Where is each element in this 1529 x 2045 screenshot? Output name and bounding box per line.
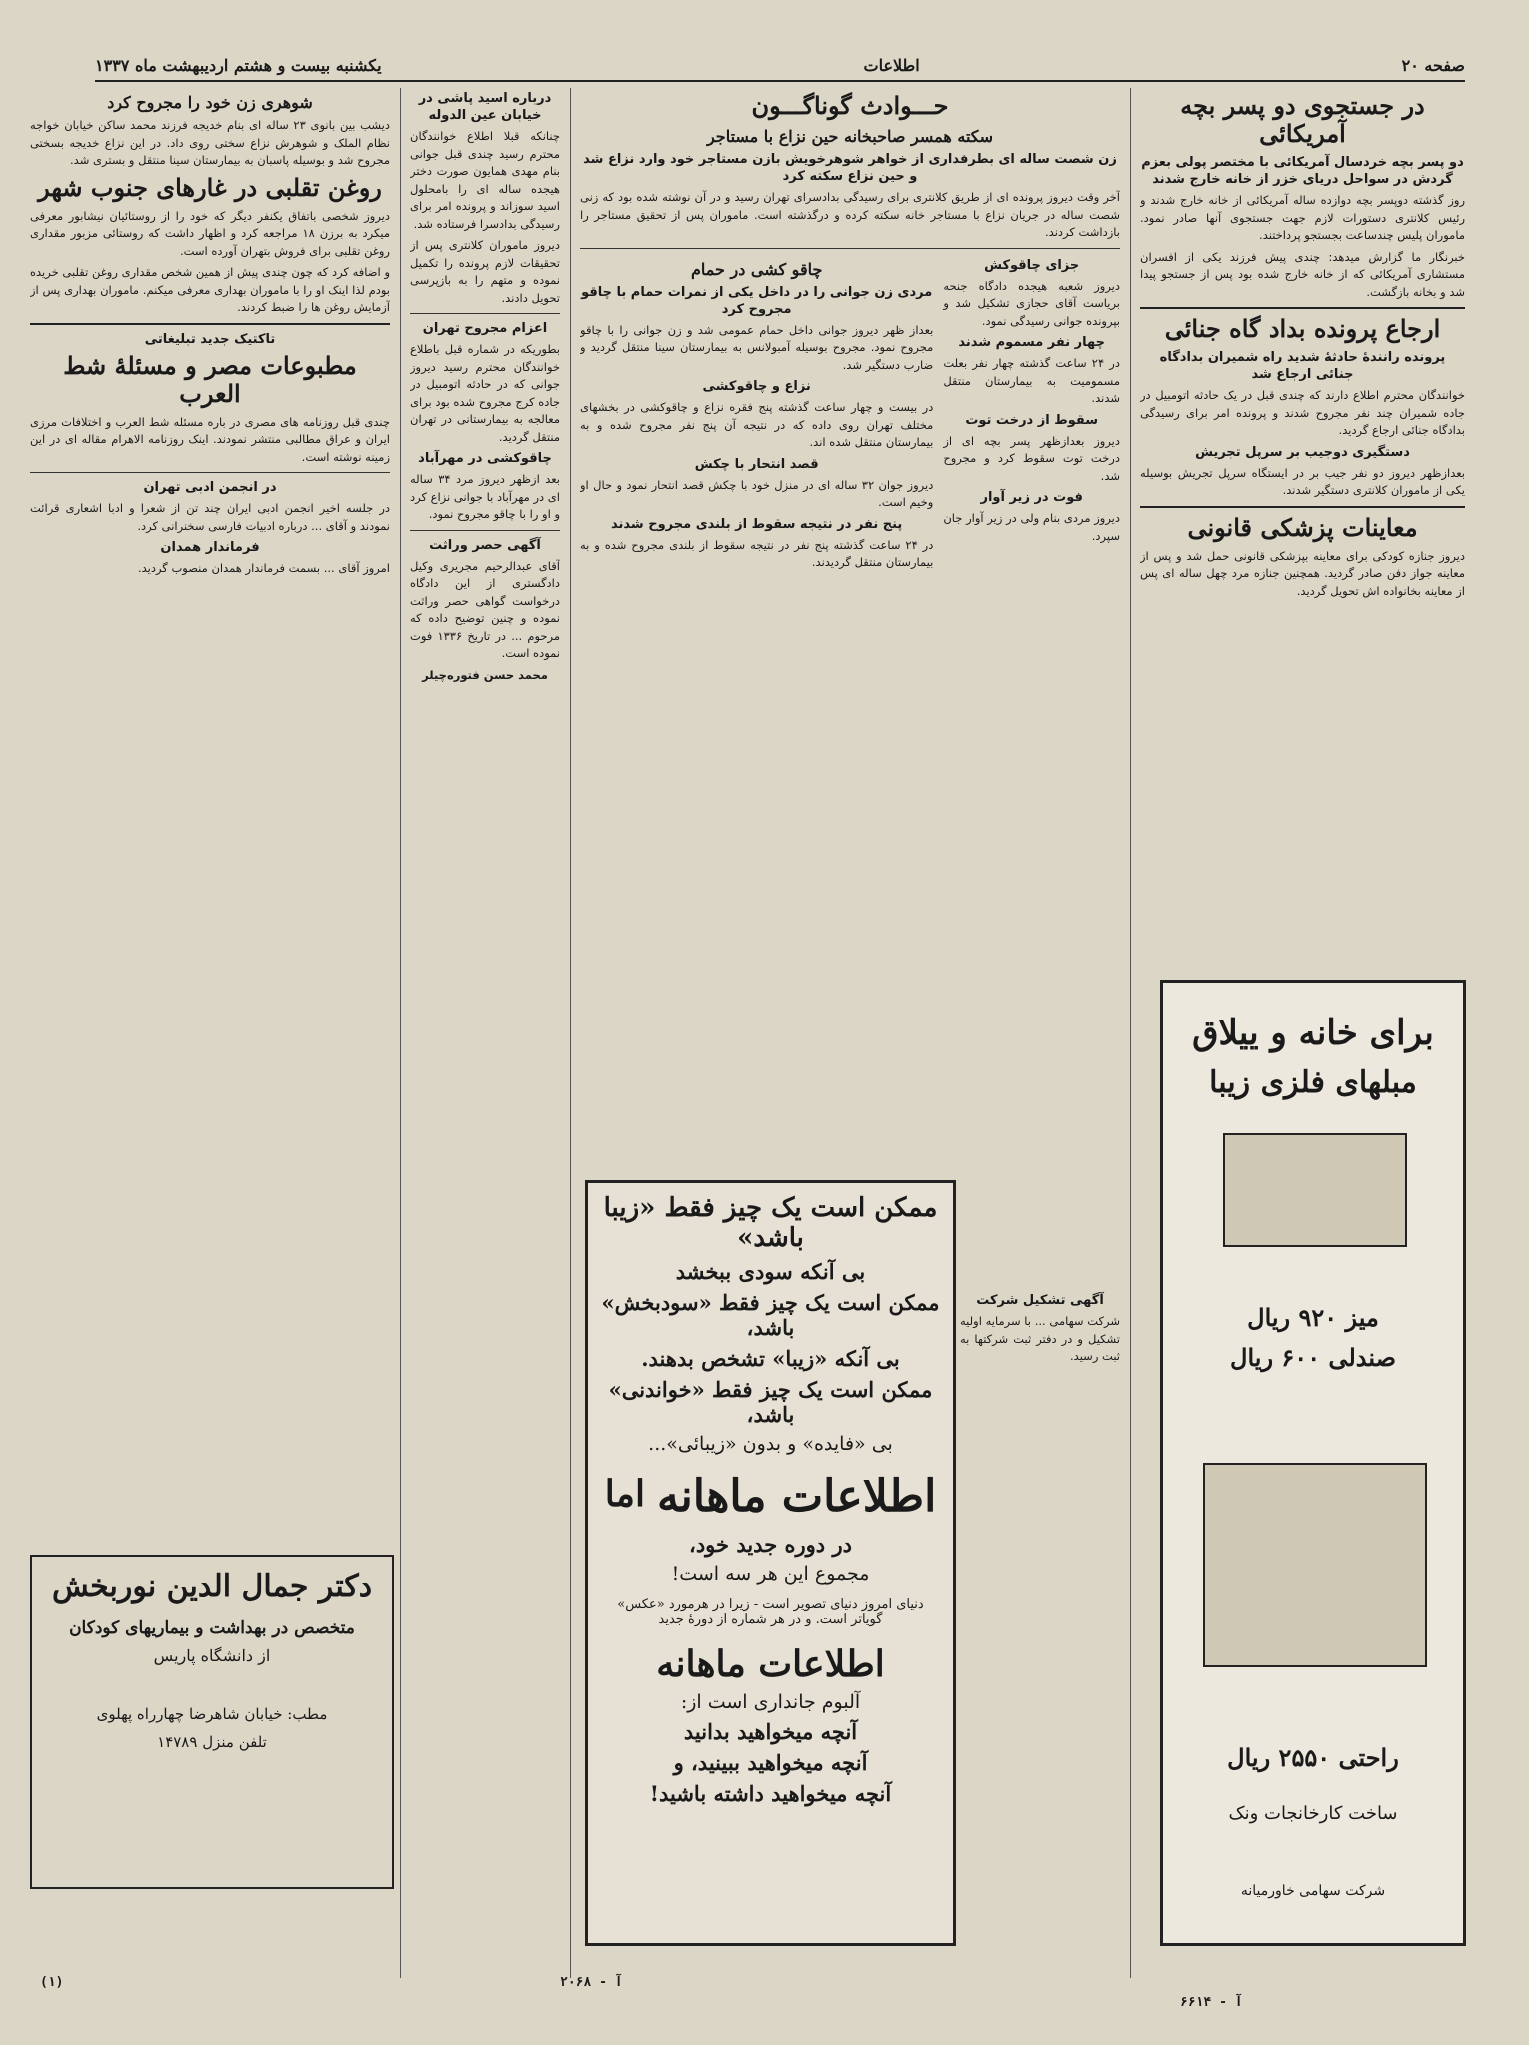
article-text: بعداز ظهر دیروز جوانی داخل حمام عمومی شد و زن جوانی را با چاقو مجروح نمود. مجروح بوسیله آمبولانس به بیمارستان سینا منتقل گردید و ضارب دستگیر شد. (580, 322, 934, 372)
ad-line: ممکن است یک چیز فقط «خواندنی» باشد، (608, 1377, 933, 1427)
article-text: دیروز شخصی باتفاق یکنفر دیگر که خود را از روستائیان نیشابور معرفی میکرد به برزن ۱۸ مراجعه کرد و اظهار داشت که روستائی مزبور مقداری روغن تقلبی برای فروش بتهران آورده است. (30, 208, 390, 258)
signature: محمد حسن فتوره‌چیلر (422, 667, 548, 682)
article-text: دیروز شعبه هیجده دادگاه جنحه بریاست آقای حجازی تشکیل شد و بپرونده جوانی رسیدگی نمود. (943, 278, 1120, 328)
subhead-acid: درباره اسید پاشی در خیابان عین الدوله (418, 91, 552, 123)
furniture-maker: ساخت کارخانجات ونک (1228, 1803, 1398, 1824)
furniture-ad (1160, 980, 1466, 1946)
doctor-specialty: متخصص در بهداشت و بیماریهای کودکان (69, 1618, 355, 1638)
divider (580, 248, 1120, 249)
ad-line: بی آنکه «زیبا» تشخص بدهند. (641, 1346, 900, 1371)
column-rule (400, 88, 401, 1978)
furniture-ad-title: برای خانه و ییلاق (1192, 1013, 1434, 1053)
ad-line: آنچه میخواهید بدانید (683, 1719, 858, 1744)
doctor-address: مطب: خیابان شاهرضا چهارراه پهلوی (96, 1705, 328, 1723)
column-3 (410, 88, 560, 1888)
column-rule (1130, 88, 1131, 1978)
article-text: آقای عبدالرحیم مجریری وکیل دادگستری از این دادگاه درخواست گواهی حصر وراثت نموده و چنین توضیح داده که مرحوم ... در تاریخ ۱۳۳۶ فوت نموده است. (410, 558, 560, 660)
ad-line: مجموع این هر سه است! (671, 1563, 870, 1585)
subhead-pickpockets: دستگیری دوجیب بر سرپل تجریش (1195, 444, 1410, 460)
divider (410, 313, 560, 314)
footer-code: آ - ۶۶۱۴ (1180, 1995, 1243, 2010)
article-text: دیروز جوان ۳۲ ساله ای در منزل خود با چکش قصد انتحار نمود و حال او وخیم است. (580, 477, 934, 509)
headline-criminal-court: ارجاع پرونده بداد گاه جنائی (1164, 314, 1441, 343)
article-text: دیروز مردی بنام ولی در زیر آوار جان سپرد. (943, 511, 1120, 543)
doctor-ad (30, 1555, 394, 1889)
headline-husband: شوهری زن خود را مجروح کرد (107, 93, 313, 112)
lounge-chair-illustration (1203, 1463, 1427, 1667)
headline-bath-stabbing: چاقو کشی در حمام (690, 259, 823, 279)
headline-forensic: معاینات پزشکی قانونی (1187, 512, 1418, 542)
doctor-university: از دانشگاه پاریس (153, 1646, 271, 1665)
subhead-american-boys: دو پسر بچه خردسال آمریکائی با مختصر پولی بعزم گردش در سواحل دریای خزر از خانه خارج شدند (1141, 155, 1464, 187)
ad-line: بی آنکه سودی ببخشد (675, 1259, 866, 1284)
article-text: دیروز جنازه کودکی برای معاینه بپزشکی قانونی حمل شد و پس از معاینه جواز دفن صادر گردید. همچنین جنازه مرد چهل ساله ای پس از معاینه بخانواده اش تحویل گردید. (1140, 548, 1465, 598)
subhead-stroke: زن شصت ساله ای بطرفداری از خواهر شوهرخویش بازن مستاجر خود وارد نزاع شد و حین نزاع سکته کرد (583, 152, 1117, 184)
ad-line: آلبوم جانداری است از: (680, 1691, 861, 1713)
subhead-rubble: فوت در زیر آوار (980, 490, 1083, 505)
issue-date: یکشنبه بیست و هشتم اردیبهشت ماه ۱۳۳۷ (95, 55, 382, 75)
footer-mark: (۱) (40, 1975, 64, 1990)
ad-line: ممکن است یک چیز فقط «زیبا باشد» (603, 1193, 938, 1253)
subhead-sentence: جزای چاقوکش (984, 257, 1080, 273)
subhead-criminal-court: پرونده رانندهٔ حادثهٔ شدید راه شمیران بدادگاه جنائی ارجاع شد (1159, 350, 1446, 382)
column-1 (1140, 88, 1465, 948)
ad-brand: اطلاعات ماهانه (656, 1471, 937, 1522)
article-text: در جلسه اخیر انجمن ادبی ایران چند تن از شعرا و ادبا اشعاری قرائت نمودند و آقای ... درباره ادبیات فارسی سخنرانی کرد. (30, 501, 390, 533)
article-text: دیشب بین بانوی ۲۳ ساله ای بنام خدیجه فرزند محمد ساکن خیابان خواجه نظام الملک و شوهرش نزاع سختی روی داد. در این نزاع خدیجه بسختی مجروح شد و بوسیله پاسبان به بیمارستان سینا منتقل و بستری شد. (30, 118, 390, 167)
company-notice-text: شرکت سهامی ... با سرمایه اولیه تشکیل و در دفتر ثبت شرکتها به ثبت رسید. (960, 1314, 1120, 1363)
ad-line: ممکن است یک چیز فقط «سودبخش» باشد، (601, 1290, 940, 1340)
section-headline: حـــوادث گوناگـــون (751, 91, 949, 120)
masthead (95, 50, 1465, 82)
headline-fake-oil: روغن تقلبی در غارهای جنوب شهر (38, 172, 382, 202)
divider (30, 323, 390, 325)
article-text: امروز آقای ... بسمت فرماندار همدان منصوب گردید. (137, 561, 390, 575)
article-text: دیروز ماموران کلانتری پس از تحقیقات لازم پرونده را تکمیل نموده و متهم را به بازپرسی تحویل دادند. (410, 238, 560, 305)
table-price: میز ۹۲۰ ریال (1247, 1303, 1379, 1332)
subhead-injured: اعزام مجروح تهران (422, 321, 548, 336)
furniture-seller: شرکت سهامی خاورمیانه (1240, 1883, 1386, 1899)
divider (30, 472, 390, 473)
subhead-tree-fall: سقوط از درخت توت (965, 412, 1099, 428)
article-text: دیروز بعدازظهر پسر بچه ای از درخت توت سقوط کرد و مجروح شد. (943, 433, 1120, 483)
subhead-governor: فرماندار همدان (160, 540, 260, 555)
footer-code: آ - ۲۰۶۸ (560, 1975, 623, 1990)
column-2 (580, 88, 1120, 1168)
company-notice (960, 1290, 1120, 1940)
ad-brand-2: اطلاعات ماهانه (656, 1643, 885, 1685)
page-number: صفحه ۲۰ (1401, 55, 1465, 75)
ad-line: آنچه میخواهید داشته باشید! (649, 1781, 892, 1806)
ad-line: دنیای امروز دنیای تصویر است - زیرا در هرمورد «عکس» گویاتر است. و در هر شماره از دورهٔ جدید (617, 1597, 924, 1627)
article-text: بعدازظهر دیروز دو نفر جیب بر در ایستگاه سرپل تجریش بوسیله یکی از ماموران کلانتری دستگیر شدند. (1140, 465, 1465, 497)
article-text: خوانندگان محترم اطلاع دارند که چندی قبل در یک حادثه اتومبیل در جاده شمیران چند نفر مجروح شدند و پرونده امر برای رسیدگی بدادگاه جنائی ارجاع گردید. (1140, 388, 1465, 437)
column-rule (570, 88, 571, 1978)
subhead-bath-stabbing: مردی زن جوانی را در داخل یکی از نمرات حمام با چاقو مجروح کرد (581, 284, 933, 317)
column-4 (30, 88, 390, 1528)
subhead-poisoning: چهار نفر مسموم شدند (958, 335, 1105, 350)
article-text: روز گذشته دوپسر بچه دوازده ساله آمریکائی از خانه خارج شدند و رئیس کلانتری دستورات لازم جهت جستجوی آنها صادر نمود. ماموران پلیس چندساعت بجستجو پرداختند. (1140, 193, 1465, 242)
article-text: چنانکه قبلا اطلاع خوانندگان محترم رسید چندی قبل جوانی بنام مهدی همایون صورت دختر هیجده ساله ای را بامحلول اسید سوزاند و پرونده امر برای رسیدگی بدادسرا فرستاده شد. (410, 129, 560, 231)
lounge-price: راحتی ۲۵۵۰ ریال (1227, 1743, 1399, 1772)
ad-brand-prefix: اما (604, 1472, 645, 1515)
divider (1140, 307, 1465, 309)
company-notice-title: آگهی تشکیل شرکت (976, 1293, 1104, 1308)
subhead-literary: در انجمن ادبی تهران (143, 480, 277, 495)
article-text: در بیست و چهار ساعت گذشته پنج فقره نزاع و چاقوکشی در بخشهای مختلف تهران روی داده که در نتیجه آن پنج نفر مجروح شده و به بیمارستان منتقل شده اند. (580, 400, 934, 449)
article-text: در ۲۴ ساعت گذشته چهار نفر بعلت مسمومیت به بیمارستان منتقل شدند. (943, 356, 1120, 405)
headline-egypt-press: مطبوعات مصر و مسئلهٔ شط العرب (63, 350, 357, 408)
headline-stroke: سکته همسر صاحبخانه حین نزاع با مستاجر (706, 127, 994, 146)
doctor-phone: تلفن منزل ۱۴۷۸۹ (157, 1733, 267, 1751)
table-illustration (1223, 1133, 1407, 1247)
subhead-inheritance: آگهی حصر وراثت (429, 537, 541, 553)
subhead-falls: پنج نفر در نتیجه سقوط از بلندی مجروح شدند (611, 516, 903, 532)
headline-american-boys: در جستجوی دو پسر بچه آمریکائی (1180, 91, 1425, 148)
doctor-name: دکتر جمال الدین نوربخش (51, 1569, 373, 1604)
ad-line: بی «فایده» و بدون «زیبائی»... (648, 1433, 893, 1455)
chair-price: صندلی ۶۰۰ ریال (1230, 1343, 1396, 1372)
ad-line: آنچه میخواهید ببینید، و (673, 1750, 868, 1775)
ad-line: در دوره جدید خود، (689, 1532, 852, 1557)
subhead-suicide: قصد انتحار با چکش (694, 456, 819, 472)
article-text: چندی قبل روزنامه های مصری در باره مسئله شط العرب و اختلافات مرزی ایران و عراق مطالبی منتشر نمودند. اینک روزنامه الاهرام مقاله ای در این زمینه نوشته است. (30, 414, 390, 464)
article-text: بعد ازظهر دیروز مرد ۳۴ ساله ای در مهرآباد با جوانی نزاع کرد و او را با چاقو مجروح نمود. (410, 472, 560, 521)
article-text: در ۲۴ ساعت گذشته پنج نفر در نتیجه سقوط از بلندی مجروح شده و به بیمارستان منتقل گردیدند. (580, 537, 934, 569)
divider (410, 530, 560, 531)
mahaneh-ad (585, 1180, 956, 1946)
article-text: بطوریکه در شماره قبل باطلاع خوانندگان محترم رسید دیروز جوانی که در حادثه اتومبیل در جاده کرج مجروح شده بود برای معالجه به بیمارستانی در تهران منتقل گردید. (410, 342, 560, 444)
subhead-tactic: تاکتیک جدید تبلیغاتی (144, 331, 276, 347)
furniture-ad-subtitle: مبلهای فلزی زیبا (1209, 1065, 1417, 1100)
subhead-mehrabad: چاقوکشی در مهرآباد (418, 451, 552, 466)
paper-name: اطلاعات (863, 55, 920, 75)
article-text: خبرنگار ما گزارش میدهد: چندی پیش فرزند یکی از افسران مستشاری آمریکائی که از خانه خارج شده بود پس از جستجو پیدا شد و بخانه بازگشت. (1140, 249, 1465, 299)
subhead-fights: نزاع و چاقوکشی (702, 379, 811, 394)
article-text: آخر وقت دیروز پرونده ای از طریق کلانتری برای رسیدگی بدادسرای تهران رسید و در آن نوشته شده بود که زنی شصت ساله در جریان نزاع با مستاجر خانه سکته کرده و درگذشته است. ماموران پس از تحقیق مستاجر را بازداشت کردند. (580, 190, 1120, 239)
divider (1140, 506, 1465, 508)
article-text: و اضافه کرد که چون چندی پیش از همین شخص مقداری روغن تقلبی خریده بودم لذا اینک او را با ماموران بهداری معرفی میکنم. ماموران بهداری پس از آزمایش روغن ها را ضبط کردند. (30, 265, 390, 314)
